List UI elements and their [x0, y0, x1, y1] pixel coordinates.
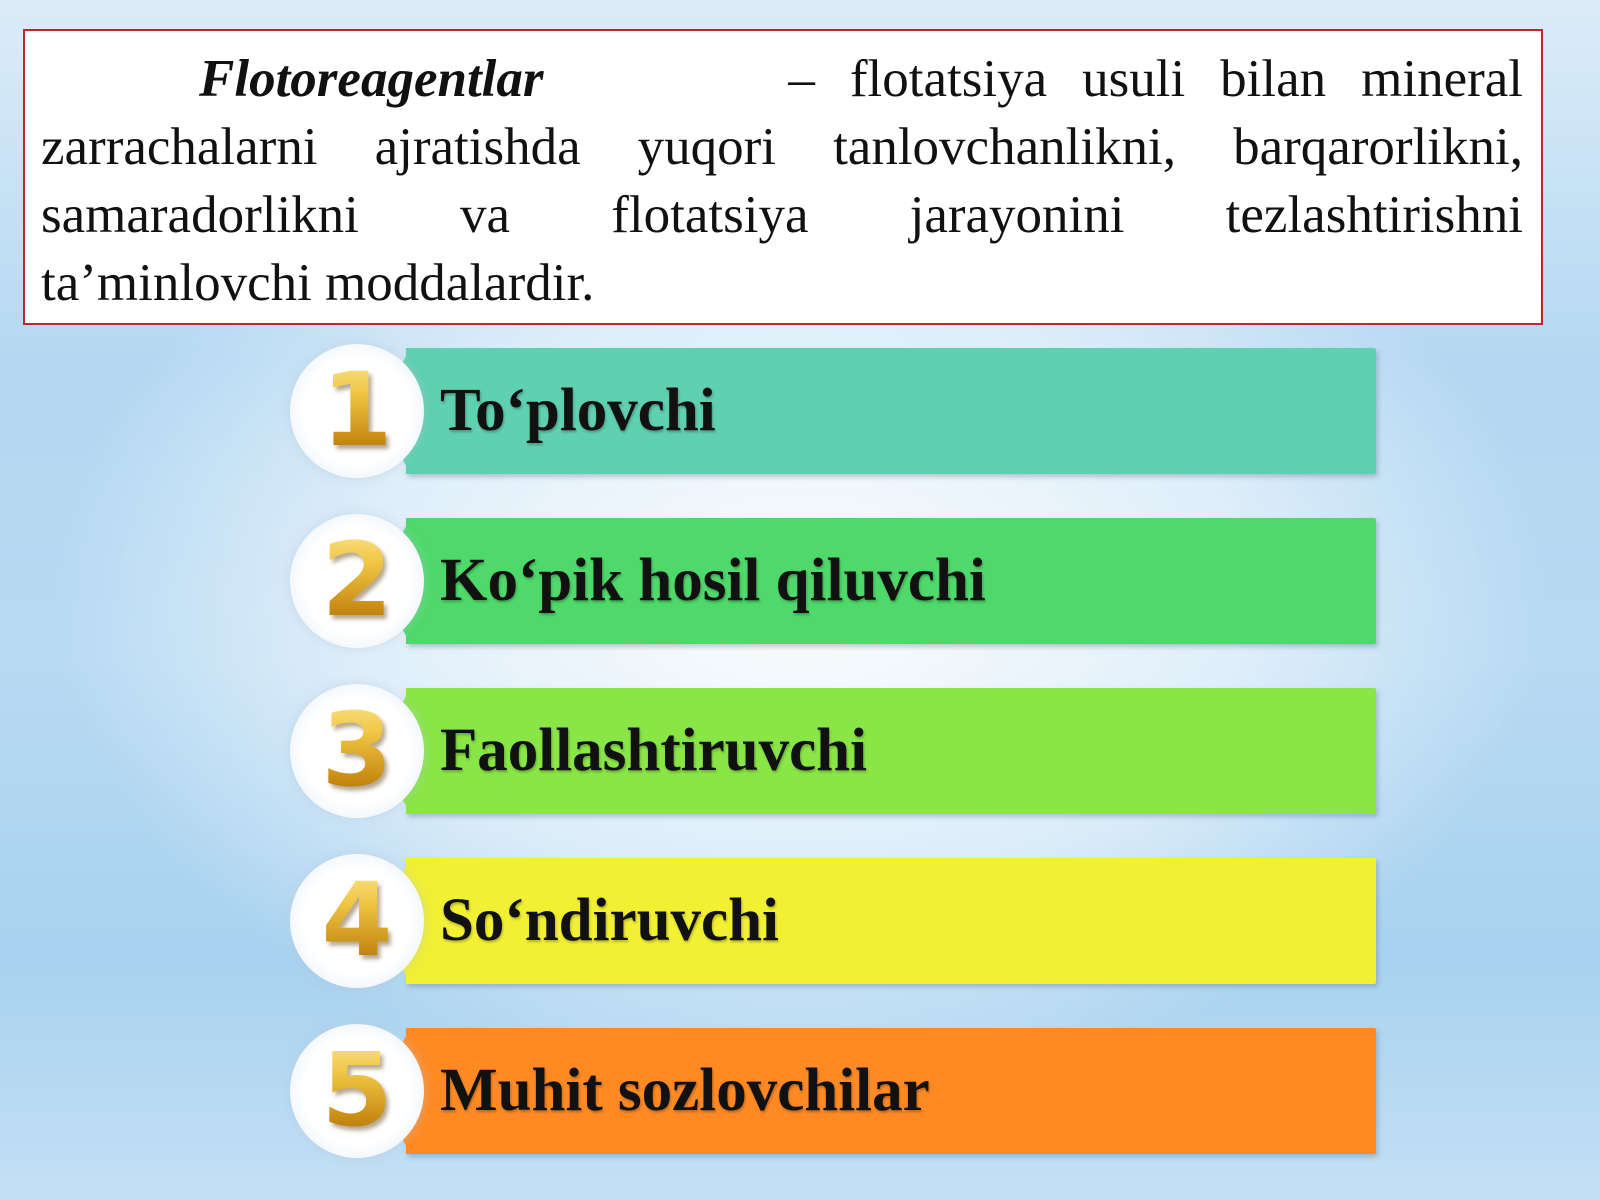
definition-line-4: ta’minlovchi moddalardir. — [41, 254, 595, 312]
number-badge-1 — [290, 344, 424, 478]
number-badge-2 — [290, 514, 424, 648]
number-badge-3 — [290, 684, 424, 818]
item-label-3: Faollashtiruvchi — [440, 717, 868, 784]
list-item-4 — [290, 854, 1376, 988]
list-item-2 — [290, 514, 1376, 648]
number-1-icon: 1 — [290, 344, 424, 478]
item-bar-4 — [406, 858, 1376, 984]
item-label-2: Ko‘pik hosil qiluvchi — [440, 547, 986, 614]
list-item-5 — [290, 1024, 1376, 1158]
number-2-icon: 2 — [290, 514, 424, 648]
item-label-1: To‘plovchi — [440, 377, 716, 444]
number-badge-5 — [290, 1024, 424, 1158]
definition-line-1-text: – flotatsiya usuli bilan mineral — [788, 50, 1523, 108]
item-label-5: Muhit sozlovchilar — [440, 1057, 930, 1124]
item-bar-2 — [406, 518, 1376, 644]
number-3-icon: 3 — [290, 684, 424, 818]
item-bar-5 — [406, 1028, 1376, 1154]
item-bar-1 — [406, 348, 1376, 474]
item-bar-3 — [406, 688, 1376, 814]
definition-line-1 — [41, 45, 1523, 113]
number-badge-4 — [290, 854, 424, 988]
definition-box — [23, 29, 1543, 325]
definition-line-3: samaradorlikni va flotatsiya jarayonini tezlashtirishni — [41, 186, 1523, 244]
definition-line-2: zarrachalarni ajratishda yuqori tanlovchanlikni, barqarorlikni, — [41, 118, 1523, 176]
item-label-4: So‘ndiruvchi — [440, 887, 779, 954]
list-item-3 — [290, 684, 1376, 818]
number-4-icon: 4 — [290, 854, 424, 988]
list-item-1 — [290, 344, 1376, 478]
number-5-icon: 5 — [290, 1024, 424, 1158]
definition-term: Flotoreagentlar — [199, 50, 544, 108]
